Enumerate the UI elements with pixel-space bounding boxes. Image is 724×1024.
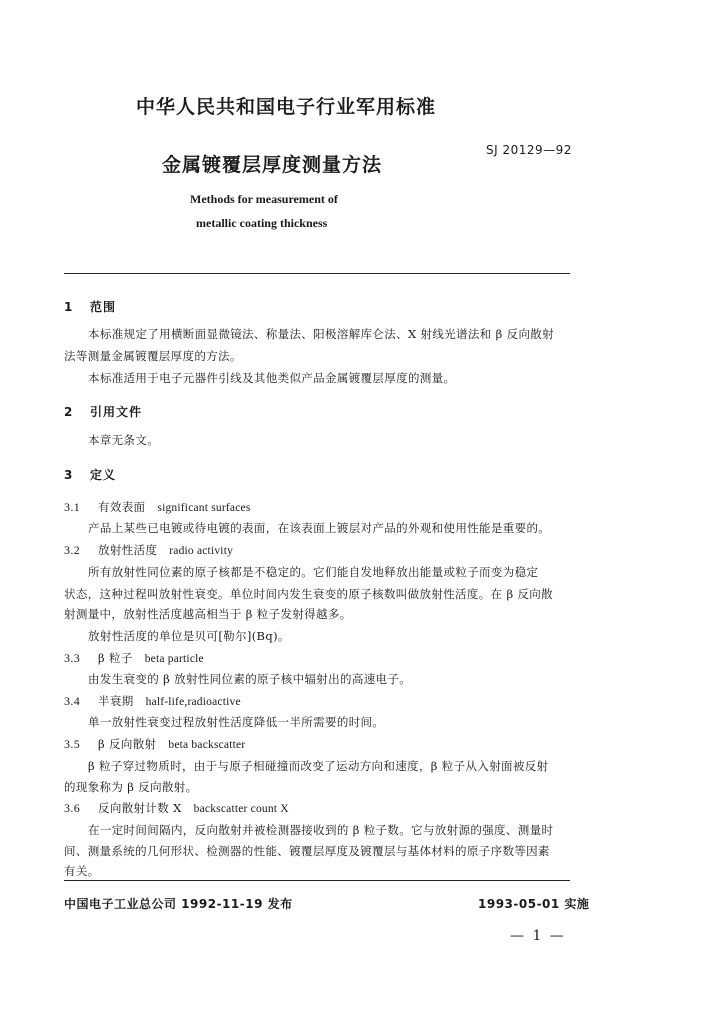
term-english: beta particle	[144, 653, 204, 665]
definition-3-2-heading	[64, 542, 233, 558]
subsection-number: 3.2	[64, 543, 81, 557]
term-english: backscatter count X	[193, 803, 289, 815]
term-chinese: 有效表面	[98, 500, 146, 514]
paragraph-line: 本标准规定了用横断面显微镜法、称量法、阳极溶解库仑法、X 射线光谱法和 β 反向散射	[88, 327, 554, 341]
section-1-heading	[64, 298, 116, 315]
english-title-line-1: Methods for measurement of	[190, 192, 338, 206]
definition-3-5-heading	[64, 736, 245, 752]
term-english: radio activity	[169, 545, 234, 557]
term-english: half-life,radioactive	[145, 696, 241, 708]
definition-3-4-heading	[64, 693, 241, 709]
paragraph-line: β 粒子穿过物质时，由于与原子相碰撞而改变了运动方向和速度，β 粒子从入射面被反射	[88, 759, 549, 773]
english-title-line-2: metallic coating thickness	[196, 216, 328, 230]
document-title: 金属镀覆层厚度测量方法	[162, 154, 383, 176]
subsection-number: 3.1	[64, 500, 81, 514]
paragraph-line: 单一放射性衰变过程放射性活度降低一半所需要的时间。	[88, 715, 385, 729]
paragraph-line: 在一定时间间隔内，反向散射并被检测器接收到的 β 粒子数。它与放射源的强度、测量时	[88, 823, 554, 837]
paragraph-line: 由发生衰变的 β 放射性同位素的原子核中辐射出的高速电子。	[88, 672, 412, 686]
paragraph-line: 有关。	[64, 864, 100, 878]
paragraph-line: 间、测量系统的几何形状、检测器的性能、镀覆层厚度及镀覆层与基体材料的原子序数等因素	[64, 844, 550, 858]
definition-3-6-heading	[64, 800, 289, 816]
effective-date-statement: 1993-05-01 实施	[478, 897, 590, 911]
standard-category-title: 中华人民共和国电子行业军用标准	[136, 96, 437, 118]
section-3-heading	[64, 466, 116, 483]
section-number: 1	[64, 300, 74, 314]
section-number: 3	[64, 468, 74, 482]
header-divider	[64, 273, 570, 274]
term-english: significant surfaces	[157, 502, 251, 514]
paragraph-line: 所有放射性同位素的原子核都是不稳定的。它们能自发地释放出能量或粒子而变为稳定	[88, 565, 539, 579]
section-2-heading	[64, 403, 142, 420]
paragraph-line: 状态，这种过程叫放射性衰变。单位时间内发生衰变的原子核数叫做放射性活度。在 β 反向散	[64, 587, 554, 601]
subsection-number: 3.6	[64, 801, 81, 815]
term-chinese: β 反向散射	[98, 737, 157, 751]
subsection-number: 3.4	[64, 694, 81, 708]
document-code: SJ 20129—92	[486, 143, 572, 157]
footer-divider	[64, 880, 570, 881]
section-title: 定义	[90, 468, 117, 482]
section-number: 2	[64, 405, 74, 419]
paragraph-line: 射测量中，放射性活度越高相当于 β 粒子发射得越多。	[64, 607, 352, 621]
section-title: 引用文件	[90, 405, 143, 419]
subsection-number: 3.3	[64, 651, 81, 665]
paragraph-line: 本标准适用于电子元器件引线及其他类似产品金属镀覆层厚度的测量。	[88, 371, 456, 385]
paragraph-line: 法等测量金属镀覆层厚度的方法。	[64, 349, 242, 363]
paragraph-line: 的现象称为 β 反向散射。	[64, 780, 198, 794]
paragraph-line: 放射性活度的单位是贝可[勒尔](Bq)。	[88, 629, 290, 643]
issue-statement: 中国电子工业总公司 1992-11-19 发布	[64, 897, 293, 911]
term-chinese: β 粒子	[98, 651, 133, 665]
term-chinese: 放射性活度	[98, 543, 158, 557]
subsection-number: 3.5	[64, 737, 81, 751]
term-chinese: 半衰期	[98, 694, 134, 708]
term-chinese: 反向散射计数 X	[98, 801, 182, 815]
term-english: beta backscatter	[168, 739, 246, 751]
section-title: 范围	[90, 300, 117, 314]
page-number: — 1 —	[510, 928, 566, 944]
paragraph-line: 本章无条文。	[88, 433, 160, 447]
paragraph-line: 产品上某些已电镀或待电镀的表面，在该表面上镀层对产品的外观和使用性能是重要的。	[88, 521, 551, 535]
definition-3-3-heading	[64, 650, 204, 666]
definition-3-1-heading	[64, 499, 251, 515]
